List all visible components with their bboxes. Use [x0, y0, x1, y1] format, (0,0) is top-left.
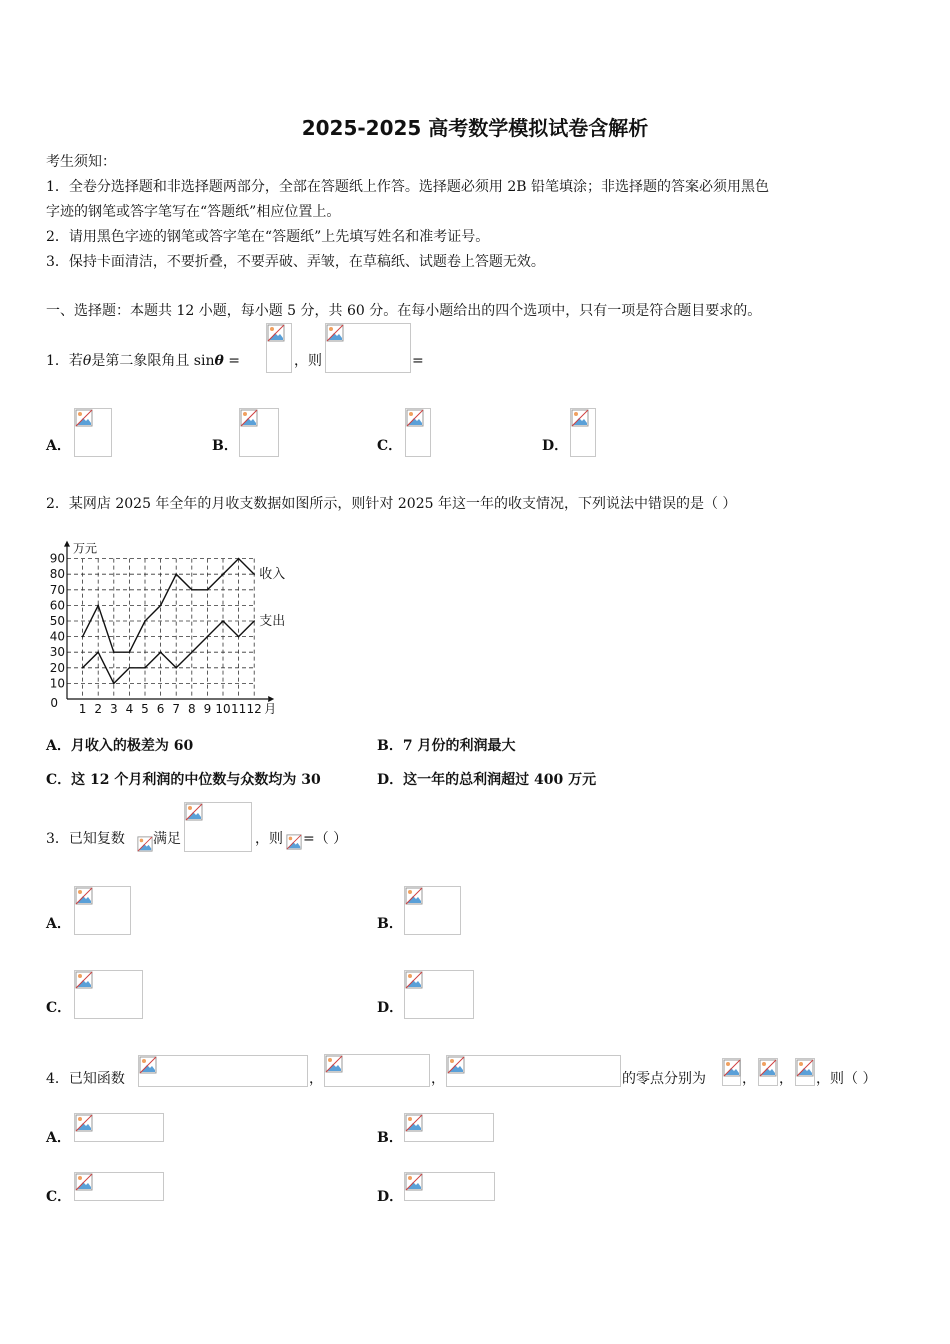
broken-image-icon	[325, 1055, 343, 1073]
x-tick-label: 7	[172, 702, 181, 716]
broken-image-icon	[75, 971, 93, 989]
option-image	[405, 408, 431, 457]
broken-image-icon	[75, 1173, 93, 1191]
data-point	[175, 573, 177, 575]
income-expense-chart	[40, 532, 300, 720]
q4-option-d-label: D．	[377, 1189, 404, 1205]
y-axis-arrow	[64, 541, 70, 547]
q4-sep: ，	[431, 1071, 445, 1087]
q1-option-a-label: A．	[46, 438, 71, 454]
notice-line: 1．全卷分选择题和非选择题两部分，全部在答题纸上作答。选择题必须用 2B 铅笔填涂；非选择题的答案必须用黑色	[46, 179, 769, 195]
formula-image	[722, 1058, 741, 1086]
notice-line: 3．保持卡面清洁，不要折叠，不要弄破、弄皱，在草稿纸、试题卷上答题无效。	[46, 254, 545, 270]
broken-image-icon	[267, 324, 285, 342]
y-tick-label: 10	[49, 676, 65, 691]
broken-image-icon	[406, 409, 424, 427]
broken-image-icon	[723, 1059, 741, 1077]
broken-image-icon	[759, 1059, 777, 1077]
data-point	[253, 573, 255, 575]
q1-option-d-label: D．	[542, 438, 569, 454]
q4-tail: ，则（ ）	[816, 1071, 877, 1087]
data-point	[144, 620, 146, 622]
formula-image	[758, 1058, 778, 1086]
formula-image	[184, 802, 252, 852]
x-tick-label: 3	[109, 702, 118, 716]
y-tick-label: 70	[49, 582, 65, 597]
option-image	[239, 408, 279, 457]
notice-line: 2．请用黑色字迹的钢笔或答字笔在“答题纸”上先填写姓名和准考证号。	[46, 229, 490, 245]
q4-option-c-label: C．	[46, 1189, 72, 1205]
data-point	[191, 589, 193, 591]
q1-option-b-label: B．	[212, 438, 238, 454]
broken-image-icon	[75, 1114, 93, 1132]
option-image	[404, 970, 474, 1019]
x-axis-label: 月	[264, 702, 277, 716]
data-point	[160, 605, 162, 607]
option-image	[404, 1172, 495, 1201]
data-point	[82, 636, 84, 638]
q3-option-c-label: C．	[46, 1000, 72, 1016]
data-point	[113, 651, 115, 653]
data-point	[222, 573, 224, 575]
broken-image-icon	[75, 887, 93, 905]
notice-heading: 考生须知：	[46, 154, 116, 170]
option-image	[74, 408, 112, 457]
option-image	[74, 886, 131, 935]
x-tick-label: 5	[141, 702, 149, 716]
x-tick-label: 2	[94, 702, 103, 716]
broken-image-icon	[240, 409, 258, 427]
q4-mid: 的零点分别为	[622, 1071, 706, 1087]
q1-comma: ，则	[294, 353, 322, 369]
y-axis-label: 万元	[73, 541, 98, 556]
formula-image	[325, 323, 411, 373]
x-tick-label: 11	[230, 702, 247, 716]
broken-image-icon	[405, 887, 423, 905]
broken-image-icon	[137, 836, 153, 852]
y-tick-label: 30	[49, 645, 65, 660]
data-point	[175, 667, 177, 669]
y-tick-label: 0	[50, 696, 58, 710]
formula-image	[266, 323, 292, 373]
formula-image	[324, 1054, 430, 1087]
q3-option-a-label: A．	[46, 916, 71, 932]
broken-image-icon	[405, 971, 423, 989]
data-point	[97, 651, 99, 653]
y-tick-label: 60	[49, 598, 65, 613]
q3-comma: ，则	[255, 831, 283, 847]
broken-image-icon	[326, 324, 344, 342]
formula-image	[795, 1058, 815, 1086]
broken-image-icon	[447, 1056, 465, 1074]
x-tick-label: 8	[187, 702, 196, 716]
data-point	[129, 651, 131, 653]
broken-image-icon	[75, 409, 93, 427]
data-point	[160, 651, 162, 653]
q3-mid: 满足	[153, 831, 181, 847]
broken-image-icon	[796, 1059, 814, 1077]
x-tick-label: 9	[203, 702, 212, 716]
q4-sep: ，	[309, 1071, 323, 1087]
formula-image	[446, 1055, 621, 1087]
q2-option-a: A．月收入的极差为 60	[46, 738, 194, 754]
y-tick-label: 90	[49, 551, 65, 566]
data-point	[238, 636, 240, 638]
q1-equals: =	[412, 353, 424, 369]
x-tick-label: 12	[246, 702, 262, 716]
y-tick-label: 40	[49, 629, 65, 644]
q4-option-b-label: B．	[377, 1130, 403, 1146]
data-point	[82, 667, 84, 669]
broken-image-icon	[405, 1173, 423, 1191]
x-tick-label: 4	[125, 702, 134, 716]
notice-line: 字迹的钢笔或答字笔写在“答题纸”相应位置上。	[46, 204, 341, 220]
q2-stem: 2．某网店 2025 年全年的月收支数据如图所示，则针对 2025 年这一年的收支情况，下列说法中错误的是（ ）	[46, 496, 737, 512]
q4-sep: ，	[779, 1071, 793, 1087]
x-tick-label: 1	[78, 702, 87, 716]
q3-prefix: 3．已知复数	[46, 831, 125, 847]
broken-image-icon	[185, 803, 203, 821]
data-point	[207, 636, 209, 638]
y-tick-label: 80	[49, 567, 65, 582]
broken-image-icon	[139, 1056, 157, 1074]
data-point	[222, 620, 224, 622]
y-tick-label: 50	[49, 614, 65, 628]
q3-option-b-label: B．	[377, 916, 403, 932]
data-point	[97, 605, 99, 607]
data-point	[253, 620, 255, 622]
broken-image-icon	[405, 1114, 423, 1132]
broken-image-icon	[571, 409, 589, 427]
q2-option-b: B．7 月份的利润最大	[377, 738, 516, 754]
data-point	[129, 667, 131, 669]
page-title: 2025-2025 高考数学模拟试卷含解析	[301, 116, 649, 140]
section-heading: 一、选择题：本题共 12 小题，每小题 5 分，共 60 分。在每小题给出的四个选项中，只有一项是符合题目要求的。	[46, 303, 762, 319]
y-tick-label: 20	[49, 660, 65, 675]
q4-option-a-label: A．	[46, 1130, 71, 1146]
data-point	[207, 589, 209, 591]
q4-prefix: 4．已知函数	[46, 1071, 125, 1087]
x-tick-label: 6	[156, 702, 165, 716]
option-image	[570, 408, 596, 457]
q1-stem: 1．若θ是第二象限角且 sinθ =	[46, 353, 241, 369]
series-label: 支出	[259, 614, 286, 629]
q3-option-d-label: D．	[377, 1000, 404, 1016]
data-point	[144, 667, 146, 669]
q2-option-c: C．这 12 个月利润的中位数与众数均为 30	[46, 772, 321, 788]
option-image	[74, 1172, 164, 1201]
q3-tail: =（ ）	[303, 831, 348, 847]
q1-option-c-label: C．	[377, 438, 403, 454]
option-image	[74, 1113, 164, 1142]
formula-image	[138, 1055, 308, 1087]
broken-image-icon	[286, 834, 302, 850]
q2-option-d: D．这一年的总利润超过 400 万元	[377, 772, 597, 788]
option-image	[74, 970, 143, 1019]
option-image	[404, 1113, 494, 1142]
series-label: 收入	[259, 567, 286, 583]
data-point	[191, 651, 193, 653]
q4-sep: ，	[742, 1071, 756, 1087]
data-point	[238, 558, 240, 560]
x-tick-label: 10	[215, 702, 231, 716]
data-point	[113, 683, 115, 685]
option-image	[404, 886, 461, 935]
